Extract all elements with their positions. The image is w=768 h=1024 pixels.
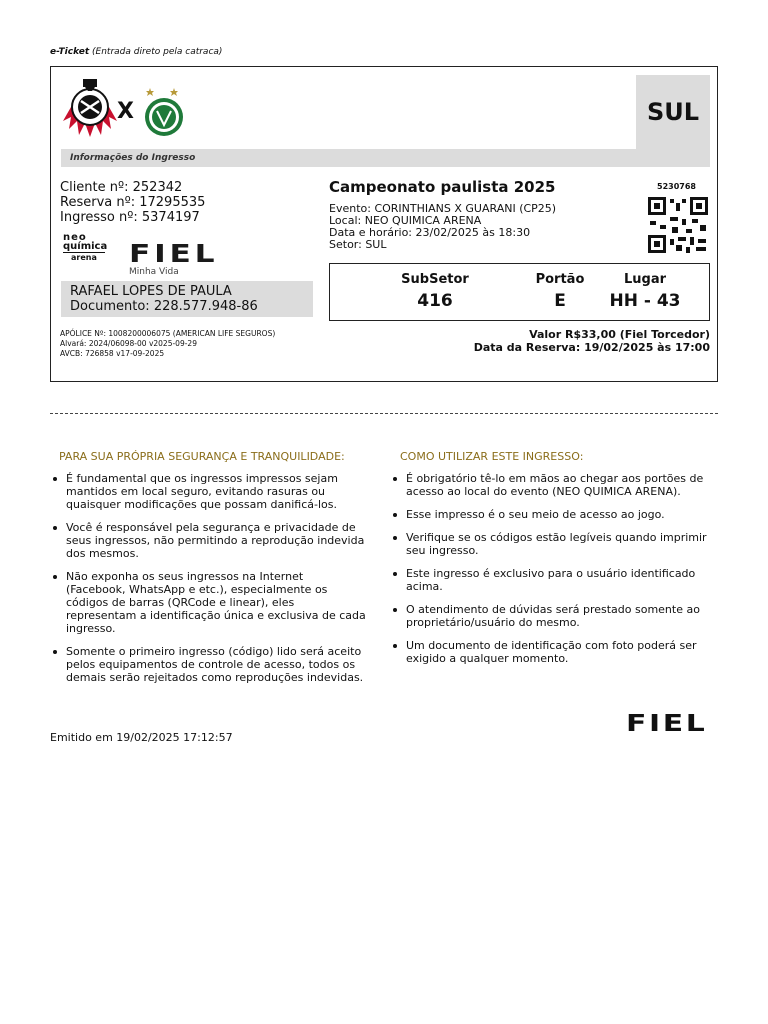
fiel-logo-footer-text: FIEL xyxy=(626,711,708,737)
lugar-label: Lugar xyxy=(623,272,667,287)
neo-quimica-arena-logo xyxy=(63,233,119,267)
holder-name: RAFAEL LOPES DE PAULA xyxy=(70,284,232,299)
event-details xyxy=(329,203,556,251)
permit-avcb: AVCB: 726858 v17-09-2025 xyxy=(60,349,165,358)
ticket-price: Valor R$33,00 (Fiel Torcedor) xyxy=(529,328,710,341)
guarani-crest-icon xyxy=(141,85,187,139)
reserve-number: Reserva nº: 17295535 xyxy=(60,195,206,210)
fiel-logo-footer xyxy=(626,712,720,736)
permit-alvara: Alvará: 2024/06098-00 v2025-09-29 xyxy=(60,339,197,348)
list-item: Este ingresso é exclusivo para o usuário identificado acima. xyxy=(406,567,724,593)
client-number: Cliente nº: 252342 xyxy=(60,180,183,195)
subsetor-value: 416 xyxy=(417,291,453,311)
event-local: Local: NEO QUIMICA ARENA xyxy=(329,214,482,227)
list-item: Não exponha os seus ingressos na Internet (Facebook, WhatsApp e etc.), especialmente os códigos de barras (QRCode e linear), eles representam a identificação única e exclusiva de cada ingresso. xyxy=(66,570,366,635)
list-item: Você é responsável pela segurança e privacidade de seus ingressos, não permitindo a reprodução indevida dos mesmos. xyxy=(66,521,365,560)
ticket-card xyxy=(50,66,718,382)
eticket-note: (Entrada direto pela catraca) xyxy=(92,47,223,57)
list-item: É obrigatório tê-lo em mãos ao chegar aos portões de acesso ao local do evento (NEO QUIMICA ARENA). xyxy=(406,472,724,498)
list-item: É fundamental que os ingressos impressos sejam mantidos em local seguro, evitando rasuras ou quaisquer modificações que possam danificá-los. xyxy=(66,472,366,511)
portao-column xyxy=(520,272,600,311)
issued-timestamp: Emitido em 19/02/2025 17:12:57 xyxy=(50,731,233,744)
list-item: Verifique se os códigos estão legíveis quando imprimir seu ingresso. xyxy=(406,531,724,557)
championship-title: Campeonato paulista 2025 xyxy=(329,178,556,196)
event-sector: Setor: SUL xyxy=(329,238,387,251)
fiel-logo-text: FIEL xyxy=(129,239,219,268)
ticket-info-bar: Informações do Ingresso xyxy=(61,149,710,167)
sector-badge: SUL xyxy=(636,75,710,149)
subsetor-column xyxy=(390,272,480,311)
corinthians-crest-icon xyxy=(61,77,119,141)
portao-value: E xyxy=(554,291,566,311)
howto-list xyxy=(390,472,724,675)
reservation-date: Data da Reserva: 19/02/2025 às 17:00 xyxy=(473,341,710,354)
event-datetime: Data e horário: 23/02/2025 às 18:30 xyxy=(329,226,531,239)
list-item: O atendimento de dúvidas será prestado somente ao proprietário/usuário do mesmo. xyxy=(406,603,724,629)
cut-line-divider xyxy=(50,413,718,414)
fiel-logo xyxy=(129,241,229,267)
neo-logo-line2: química xyxy=(63,241,108,252)
list-item: Somente o primeiro ingresso (código) lido será aceito pelos equipamentos de controle de acesso, todos os demais serão rejeitados como reproduções indevidas. xyxy=(66,645,366,684)
neo-logo-line3: arena xyxy=(63,252,105,262)
ticket-number: Ingresso nº: 5374197 xyxy=(60,210,200,225)
versus-label: X xyxy=(117,99,134,124)
holder-document: Documento: 228.577.948-86 xyxy=(70,299,258,314)
event-name: Evento: CORINTHIANS X GUARANI (CP25) xyxy=(329,202,557,215)
safety-list xyxy=(50,472,366,694)
howto-section-title: COMO UTILIZAR ESTE INGRESSO: xyxy=(400,450,584,463)
seat-info-box xyxy=(329,263,710,321)
eticket-header xyxy=(50,47,222,57)
holder-box xyxy=(61,281,313,317)
neo-logo-line1: neo xyxy=(63,232,87,243)
lugar-column xyxy=(600,272,690,311)
minha-vida-tagline: Minha Vida xyxy=(129,267,179,277)
lugar-value: HH - 43 xyxy=(609,291,681,311)
safety-section-title: PARA SUA PRÓPRIA SEGURANÇA E TRANQUILIDADE: xyxy=(59,450,345,463)
portao-label: Portão xyxy=(535,272,585,287)
eticket-label: e-Ticket xyxy=(50,47,90,57)
qr-code-icon xyxy=(648,197,708,253)
price-block xyxy=(329,328,710,354)
list-item: Um documento de identificação com foto poderá ser exigido a qualquer momento. xyxy=(406,639,724,665)
insurance-policy: APÓLICE Nº: 1008200006075 (AMERICAN LIFE SEGUROS) xyxy=(60,329,276,338)
list-item: Esse impresso é o seu meio de acesso ao jogo. xyxy=(406,508,724,521)
subsetor-label: SubSetor xyxy=(401,272,469,287)
ticket-code-number: 5230768 xyxy=(657,182,696,191)
